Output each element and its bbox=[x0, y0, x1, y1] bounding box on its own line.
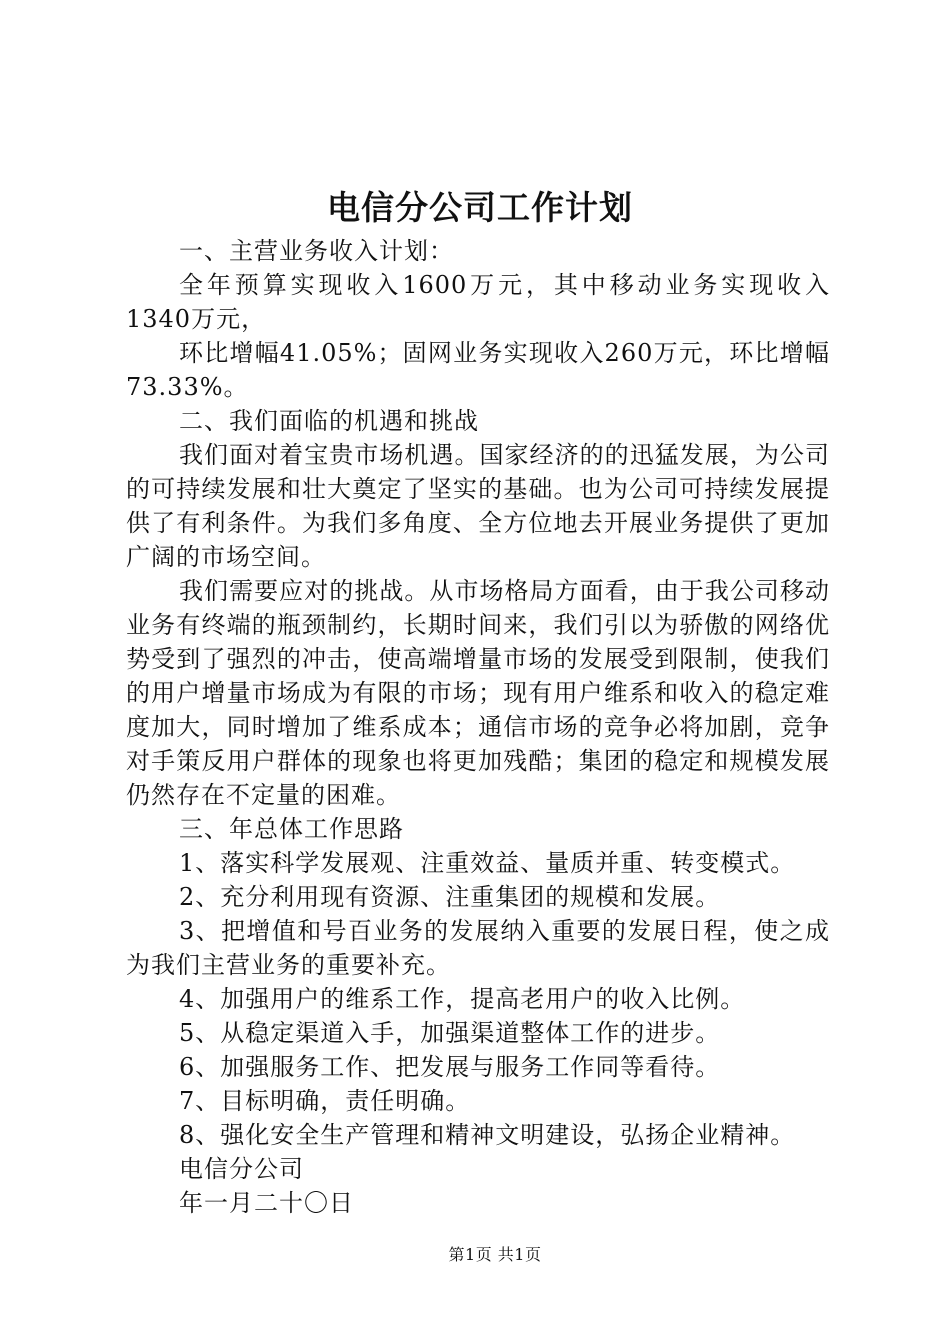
section-heading-work-approach: 三、年总体工作思路 bbox=[179, 815, 404, 843]
list-item-7: 7、目标明确，责任明确。 bbox=[179, 1087, 471, 1115]
list-item-4: 4、加强用户的维系工作，提高老用户的收入比例。 bbox=[179, 985, 746, 1013]
paragraph-revenue-total: 全年预算实现收入1600万元，其中移动业务实现收入1340万元， bbox=[126, 271, 830, 333]
signature-date: 年一月二十〇日 bbox=[179, 1189, 354, 1217]
signature-company: 电信分公司 bbox=[179, 1155, 304, 1183]
list-item-1: 1、落实科学发展观、注重效益、量质并重、转变模式。 bbox=[179, 849, 796, 877]
page-number-footer: 第1页 共1页 bbox=[448, 1245, 542, 1264]
list-item-3: 3、把增值和号百业务的发展纳入重要的发展日程，使之成为我们主营业务的重要补充。 bbox=[126, 917, 830, 979]
paragraph-opportunities: 我们面对着宝贵市场机遇。国家经济的的迅猛发展，为公司的可持续发展和壮大奠定了坚实的基础。也为公司可持续发展提供了有利条件。为我们多角度、全方位地去开展业务提供了更加广阔的市场空间。 bbox=[126, 441, 830, 571]
section-heading-opportunities-challenges: 二、我们面临的机遇和挑战 bbox=[179, 407, 479, 435]
paragraph-revenue-growth: 环比增幅41.05%；固网业务实现收入260万元，环比增幅73.33%。 bbox=[126, 339, 830, 401]
list-item-6: 6、加强服务工作、把发展与服务工作同等看待。 bbox=[179, 1053, 721, 1081]
list-item-2: 2、充分利用现有资源、注重集团的规模和发展。 bbox=[179, 883, 721, 911]
section-heading-revenue-plan: 一、主营业务收入计划： bbox=[179, 237, 454, 265]
list-item-8: 8、强化安全生产管理和精神文明建设，弘扬企业精神。 bbox=[179, 1121, 796, 1149]
document-title: 电信分公司工作计划 bbox=[327, 188, 633, 227]
list-item-5: 5、从稳定渠道入手，加强渠道整体工作的进步。 bbox=[179, 1019, 721, 1047]
paragraph-challenges: 我们需要应对的挑战。从市场格局方面看，由于我公司移动业务有终端的瓶颈制约，长期时间来，我们引以为骄傲的网络优势受到了强烈的冲击，使高端增量市场的发展受到限制，使我们的用户增量市场成为有限的市场；现有用户维系和收入的稳定难度加大，同时增加了维系成本；通信市场的竞争必将加剧，竞争对手策反用户群体的现象也将更加残酷；集团的稳定和规模发展仍然存在不定量的困难。 bbox=[126, 577, 830, 809]
document-body bbox=[126, 234, 830, 1220]
